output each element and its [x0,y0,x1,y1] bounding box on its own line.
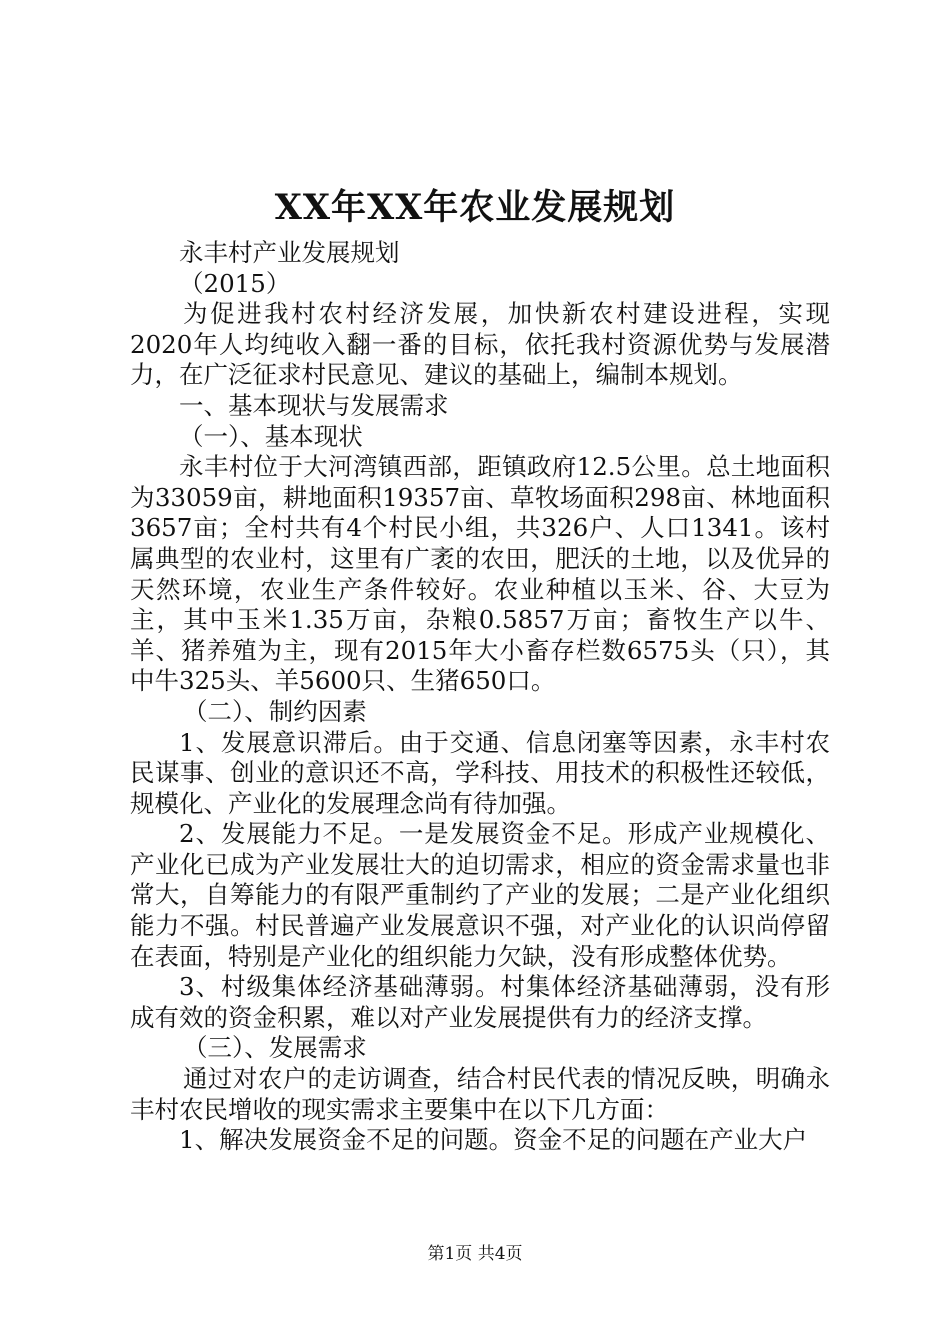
paragraph-year: （2015） [179,268,291,298]
document-body [130,238,830,1156]
subsection-heading-3: （三）、发展需求 [183,1033,367,1063]
paragraph-needs-intro: 通过对农户的走访调查，结合村民代表的情况反映，明确永丰村农民增收的现实需求主要集中在以下几方面： [130,1064,830,1124]
subsection-heading-1: （一）、基本现状 [179,421,363,451]
subsection-heading-2: （二）、制约因素 [183,696,367,726]
section-heading-1: 一、基本现状与发展需求 [179,390,449,420]
paragraph-subtitle: 永丰村产业发展规划 [179,238,400,267]
page-footer: 第1页 共4页 [427,1244,523,1264]
paragraph-constraint-3: 3、村级集体经济基础薄弱。村集体经济基础薄弱，没有形成有效的资金积累，难以对产业发展提供有力的经济支撑。 [130,972,830,1032]
paragraph-current-status: 永丰村位于大河湾镇西部，距镇政府12.5公里。总土地面积为33059亩，耕地面积19357亩、草牧场面积298亩、林地面积3657亩；全村共有4个村民小组，共326户、人口1341。该村属典型的农业村，这里有广袤的农田，肥沃的土地，以及优异的天然环境，农业生产条件较好。农业种植以玉米、谷、大豆为主，其中玉米1.35万亩，杂粮0.5857万亩；畜牧生产以牛、羊、猪养殖为主，现有2015年大小畜存栏数6575头（只），其中牛325头、羊5600只、生猪650口。 [130,452,830,696]
paragraph-intro: 为促进我村农村经济发展，加快新农村建设进程，实现2020年人均纯收入翻一番的目标，依托我村资源优势与发展潜力，在广泛征求村民意见、建议的基础上，编制本规划。 [130,299,830,390]
document-title: XX年XX年农业发展规划 [274,187,676,228]
paragraph-need-1: 1、解决发展资金不足的问题。资金不足的问题在产业大户 [179,1125,808,1155]
paragraph-constraint-1: 1、发展意识滞后。由于交通、信息闭塞等因素，永丰村农民谋事、创业的意识还不高，学科技、用技术的积极性还较低，规模化、产业化的发展理念尚有待加强。 [130,727,830,818]
paragraph-constraint-2: 2、发展能力不足。一是发展资金不足。形成产业规模化、产业化已成为产业发展壮大的迫切需求，相应的资金需求量也非常大，自筹能力的有限严重制约了产业的发展；二是产业化组织能力不强。村民普遍产业发展意识不强，对产业化的认识尚停留在表面，特别是产业化的组织能力欠缺，没有形成整体优势。 [130,819,830,971]
